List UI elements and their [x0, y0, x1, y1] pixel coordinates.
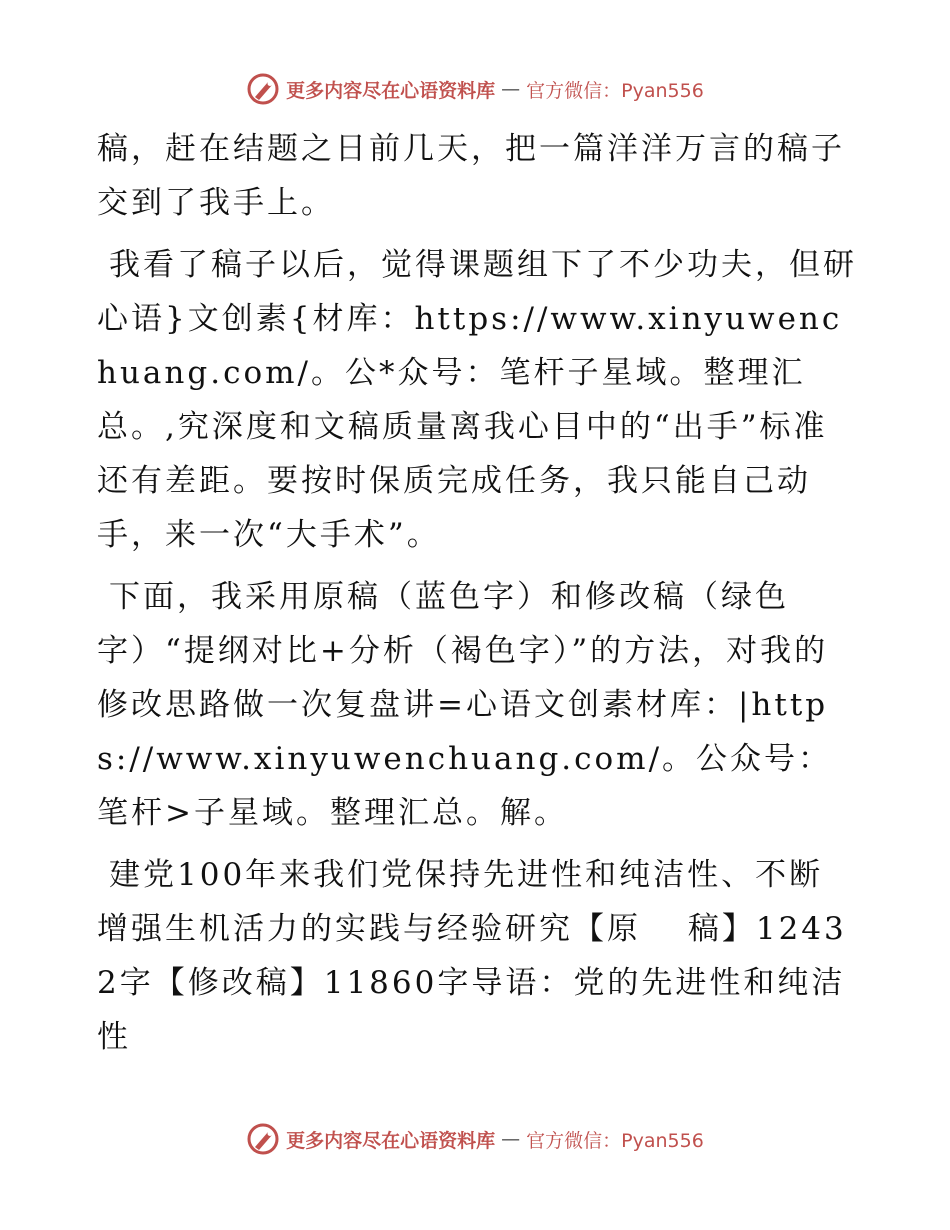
- paragraph-4: 建党100年来我们党保持先进性和纯洁性、不断增强生机活力的实践与经验研究【原 稿】12432字【修改稿】11860字导语：党的先进性和纯洁性: [97, 857, 847, 1055]
- footer-watermark: [0, 1122, 950, 1156]
- watermark-separator: —: [501, 1128, 521, 1150]
- paragraph-2: 我看了稿子以后，觉得课题组下了不少功夫，但研心语}文创素{材库：https://www.xinyuwenchuang.com/。公*众号：笔杆子星域。整理汇总。,究深度和文稿质量离我心目中的“出手”标准还有差距。要按时保质完成任务，我只能自己动手，来一次“大手术”。: [97, 247, 857, 553]
- watermark-separator: —: [501, 78, 521, 100]
- pen-logo-icon: [246, 1122, 280, 1156]
- header-watermark: [0, 72, 950, 106]
- watermark-wechat-text: 官方微信：Pyan556: [526, 1129, 704, 1152]
- watermark-main-text: 更多内容尽在心语资料库: [286, 79, 496, 102]
- watermark-main-text: 更多内容尽在心语资料库: [286, 1129, 496, 1152]
- document-body: [97, 122, 857, 1072]
- paragraph-1: 稿，赶在结题之日前几天，把一篇洋洋万言的稿子交到了我手上。: [97, 131, 845, 221]
- watermark-wechat-text: 官方微信：Pyan556: [526, 79, 704, 102]
- paragraph-3: 下面，我采用原稿（蓝色字）和修改稿（绿色字）“提纲对比+分析（褐色字）”的方法，对我的修改思路做一次复盘讲=心语文创素材库：|https://www.xinyuwenchuang.com/。公众号：笔杆>子星域。整理汇总。解。: [97, 579, 833, 831]
- pen-logo-icon: [246, 72, 280, 106]
